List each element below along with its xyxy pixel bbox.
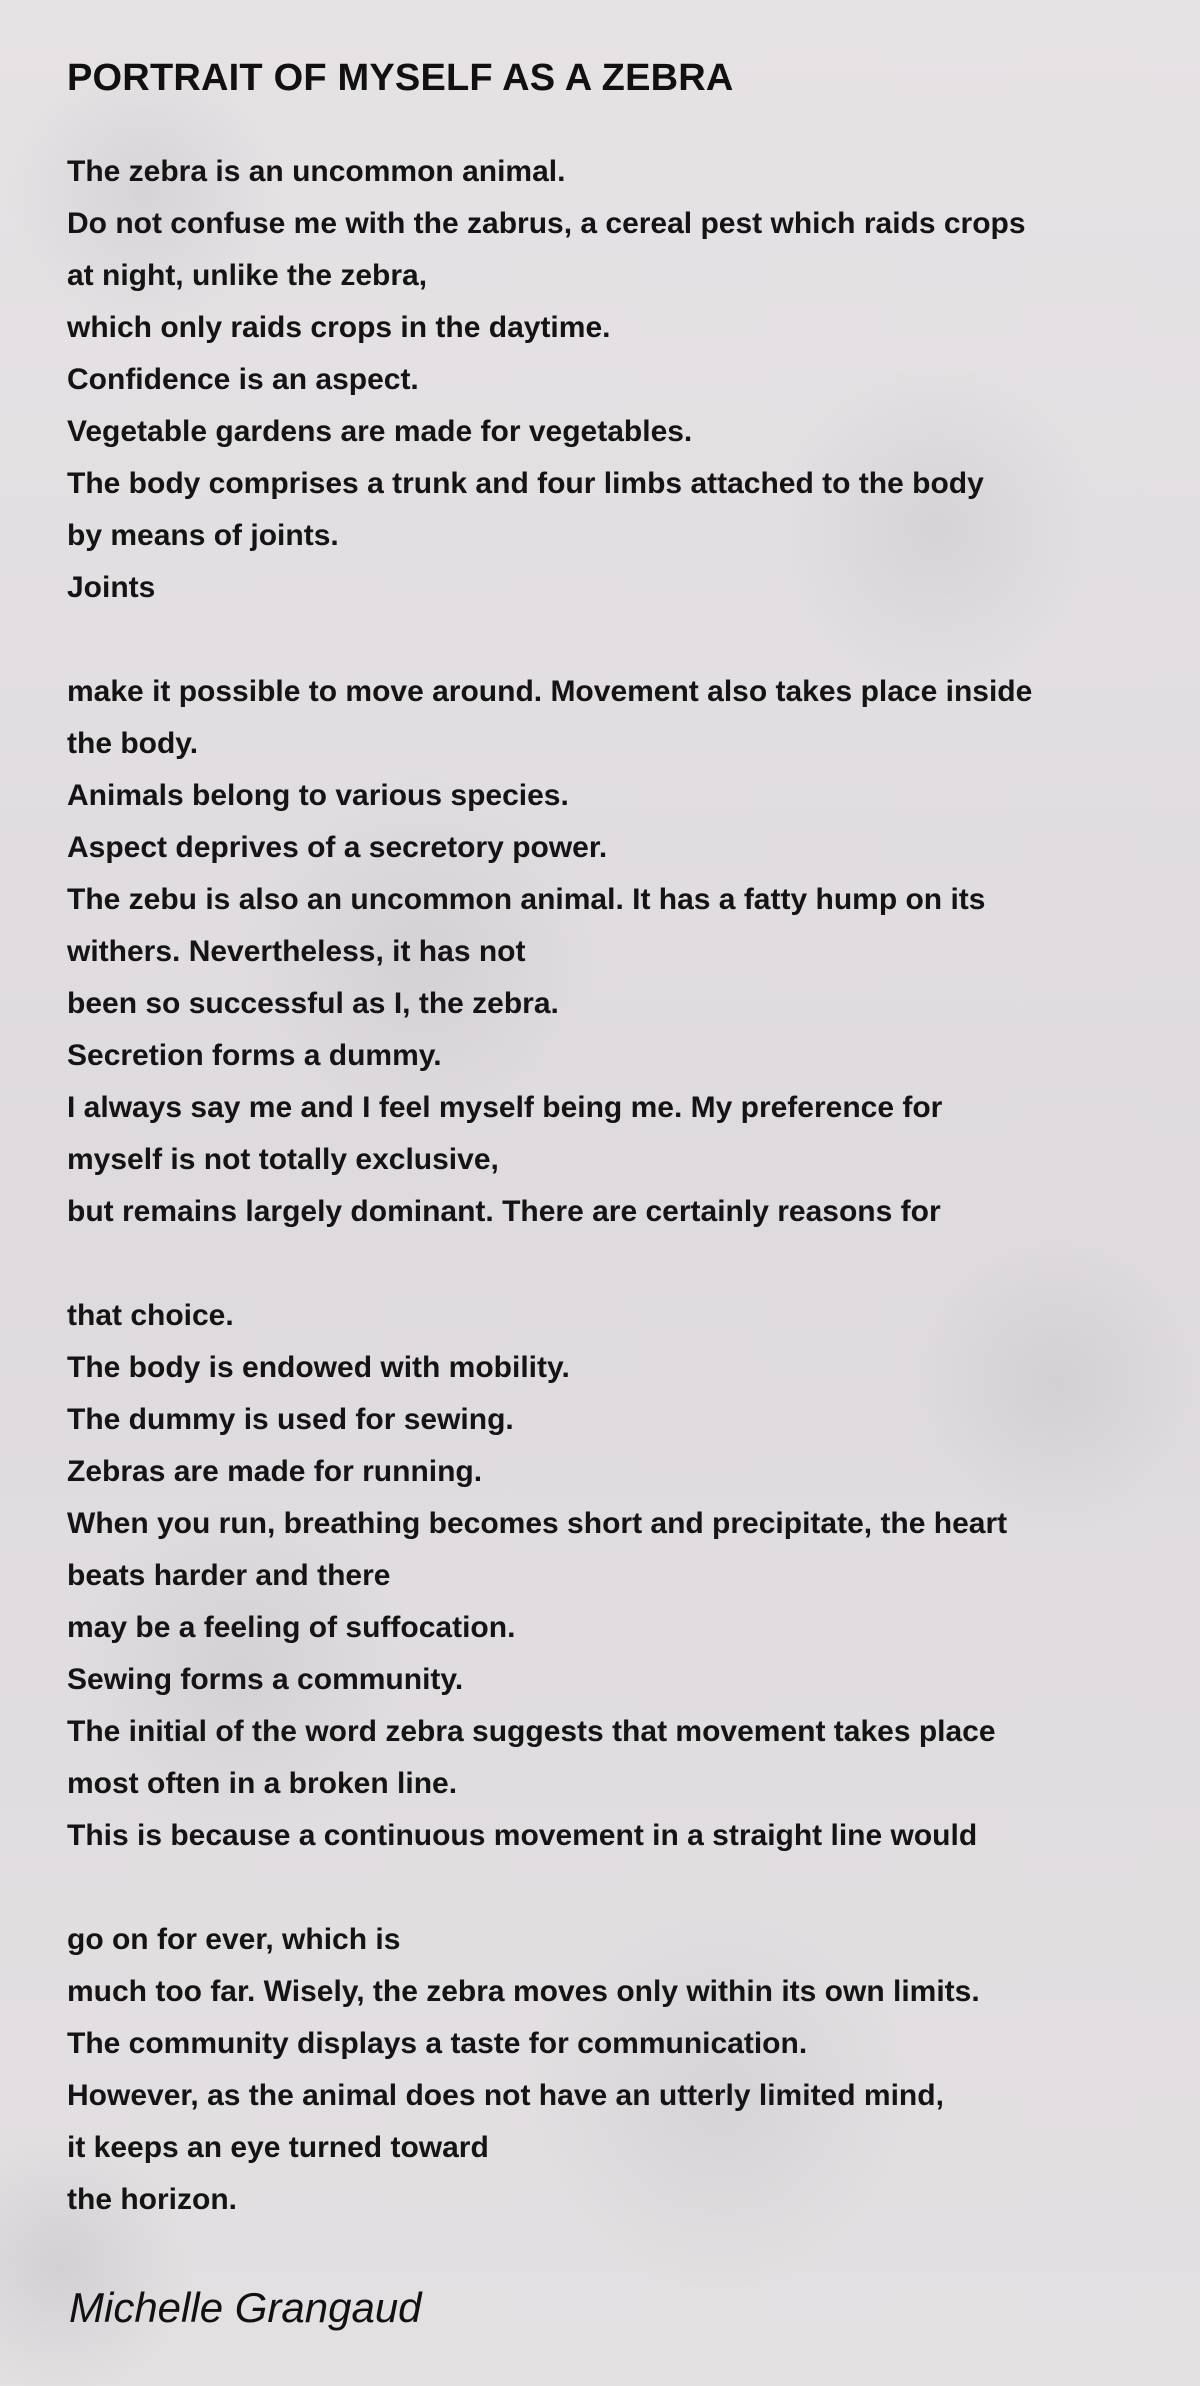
poem-line: This is because a continuous movement in a straight line would: [67, 1819, 978, 1852]
poem-line: Secretion forms a dummy.: [67, 1039, 442, 1072]
poem-line: However, as the animal does not have an utterly limited mind,: [67, 2079, 944, 2112]
poem-line: most often in a broken line.: [67, 1767, 458, 1800]
poem-line: that choice.: [67, 1299, 234, 1332]
poem-line: The body is endowed with mobility.: [67, 1351, 570, 1384]
poem-line: which only raids crops in the daytime.: [67, 311, 611, 344]
poem-line: the body.: [67, 727, 199, 760]
poem-line: Confidence is an aspect.: [67, 363, 419, 396]
poem-line: but remains largely dominant. There are certainly reasons for: [67, 1195, 941, 1228]
poem-line: Animals belong to various species.: [67, 779, 569, 812]
poem-line: myself is not totally exclusive,: [67, 1143, 499, 1176]
poem-line: Do not confuse me with the zabrus, a cereal pest which raids crops: [67, 207, 1026, 240]
poem-line: [67, 1862, 1177, 1914]
poem-line: the horizon.: [67, 2183, 237, 2216]
poem-line: make it possible to move around. Movement also takes place inside: [67, 675, 1033, 708]
poem-body: [67, 146, 1177, 2226]
poem-container: [67, 48, 1177, 2226]
poem-line: may be a feeling of suffocation.: [67, 1611, 516, 1644]
poem-line: The body comprises a trunk and four limbs attached to the body: [67, 467, 984, 500]
poem-line: Vegetable gardens are made for vegetables.: [67, 415, 693, 448]
poem-line: Aspect deprives of a secretory power.: [67, 831, 608, 864]
poem-line: [67, 614, 1177, 666]
poem-line: by means of joints.: [67, 519, 339, 552]
poem-line: The community displays a taste for communication.: [67, 2027, 808, 2060]
poem-line: it keeps an eye turned toward: [67, 2131, 489, 2164]
poem-line: When you run, breathing becomes short and precipitate, the heart: [67, 1507, 1008, 1540]
poem-line: withers. Nevertheless, it has not: [67, 935, 526, 968]
poem-line: Zebras are made for running.: [67, 1455, 483, 1488]
poem-line: Sewing forms a community.: [67, 1663, 464, 1696]
poem-line: The zebra is an uncommon animal.: [67, 155, 566, 188]
poem-title: PORTRAIT OF MYSELF AS A ZEBRA: [67, 57, 734, 99]
poem-line: beats harder and there: [67, 1559, 391, 1592]
poem-line: The zebu is also an uncommon animal. It has a fatty hump on its: [67, 883, 986, 916]
poem-line: [67, 1238, 1177, 1290]
poem-line: been so successful as I, the zebra.: [67, 987, 559, 1020]
poem-line: The dummy is used for sewing.: [67, 1403, 514, 1436]
poem-line: I always say me and I feel myself being me. My preference for: [67, 1091, 943, 1124]
poem-line: Joints: [67, 571, 156, 604]
poem-line: much too far. Wisely, the zebra moves only within its own limits.: [67, 1975, 980, 2008]
poem-author: Michelle Grangaud: [69, 2284, 422, 2331]
poem-line: The initial of the word zebra suggests that movement takes place: [67, 1715, 996, 1748]
poem-line: go on for ever, which is: [67, 1923, 401, 1956]
poem-line: at night, unlike the zebra,: [67, 259, 428, 292]
